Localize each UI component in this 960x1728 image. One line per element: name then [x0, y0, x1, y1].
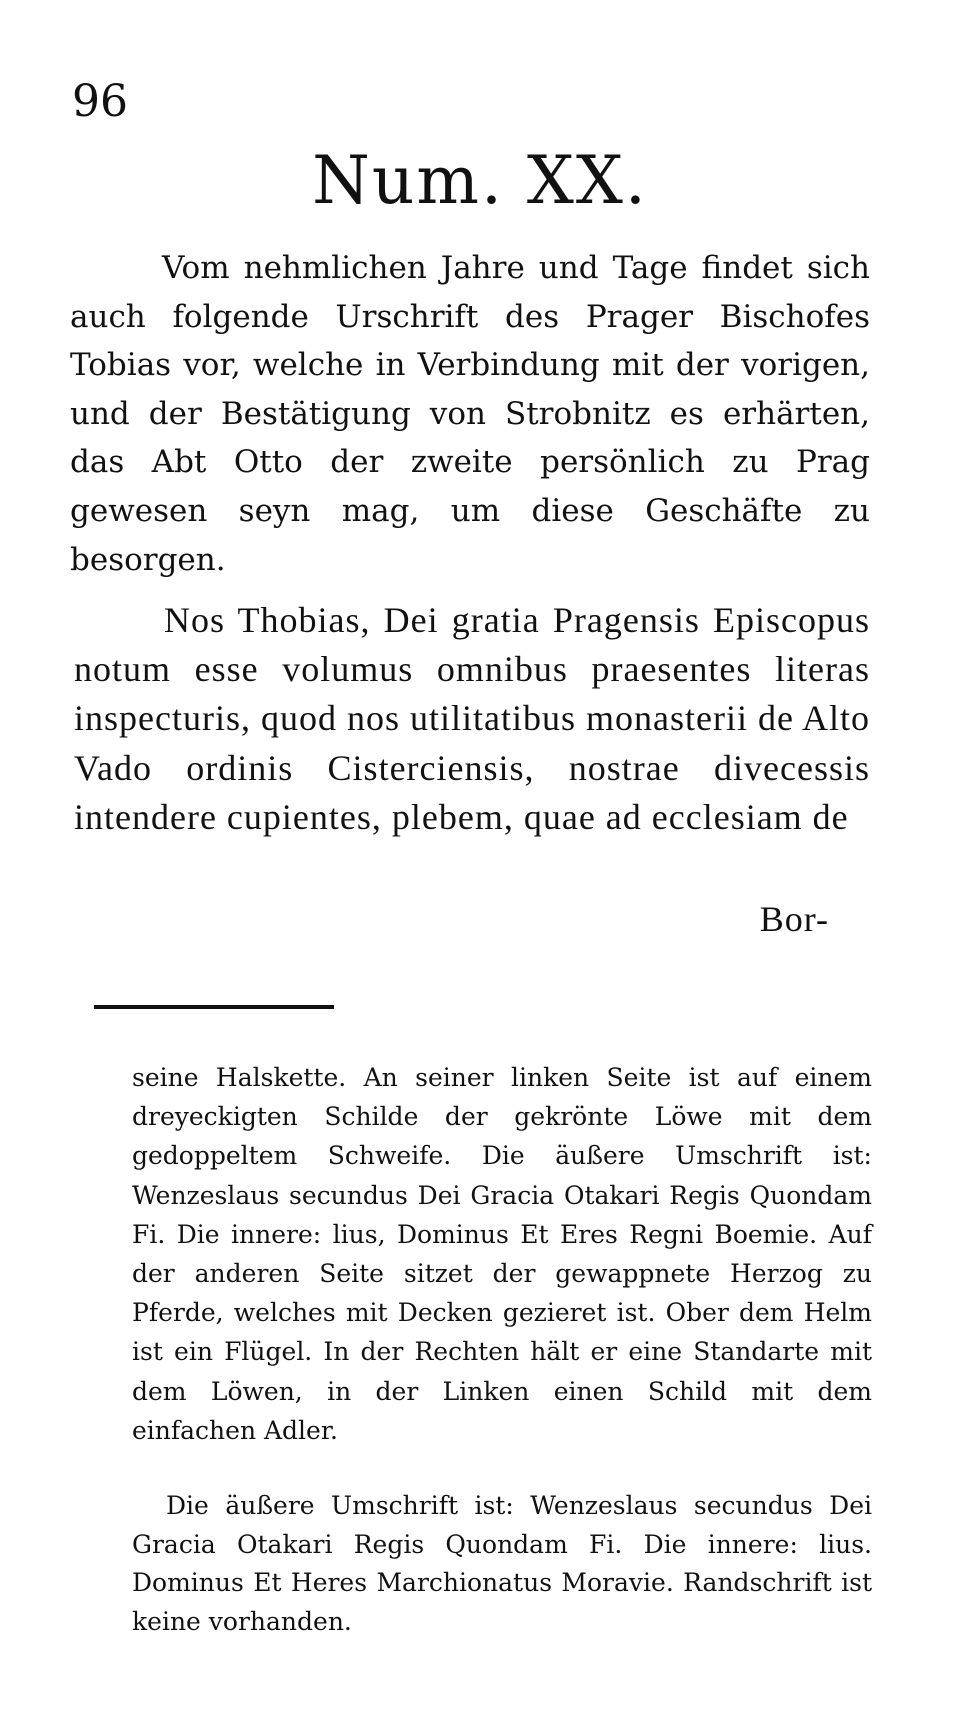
footnote-divider	[94, 1005, 334, 1009]
catchword: Bor-	[759, 899, 829, 939]
page-number: 96	[72, 76, 128, 127]
footnote-continued-text: Die äußere Umschrift ist: Wenzeslaus secundus Dei Gracia Otakari Regis Quondam Fi. Die innere: lius. Dominus Et Heres Marchionatus Moravie. Randschrift ist keine vorhanden.	[132, 1491, 872, 1636]
latin-charter-paragraph	[74, 596, 870, 842]
footnote-continued	[132, 1487, 872, 1641]
document-heading: Num. XX.	[312, 142, 648, 219]
intro-text: Vom nehmlichen Jahre und Tage findet sich auch folgende Urschrift des Prager Bischofes Tobias vor, welche in Verbindung mit der vorigen, und der Bestätigung von Strobnitz es erhärten, das Abt Otto der zweite persönlich zu Prag gewesen seyn mag, um diese Geschäfte zu besorgen.	[70, 250, 870, 578]
footnote-text: seine Halskette. An seiner linken Seite ist auf einem dreyeckigten Schilde der gekrönte Löwe mit dem gedoppeltem Schweife. Die äußere Umschrift ist: Wenzeslaus secundus Dei Gracia Otakari Regis Quondam Fi. Die innere: lius, Dominus Et Eres Regni Boemie. Auf der anderen Seite sitzet der gewappnete Herzog zu Pferde, welches mit Decken gezieret ist. Ober dem Helm ist ein Flügel. In der Rechten hält er eine Standarte mit dem Löwen, in der Linken einen Schild mit dem einfachen Adler.	[132, 1063, 872, 1445]
intro-paragraph	[70, 244, 870, 584]
latin-text: Nos Thobias, Dei gratia Pragensis Episcopus notum esse volumus omnibus praesentes literas inspecturis, quod nos utilitatibus monasterii de Alto Vado ordinis Cisterciensis, nostrae divecessis intendere cupientes, plebem, quae ad ecclesiam de	[74, 600, 870, 837]
footnote	[132, 1058, 872, 1450]
